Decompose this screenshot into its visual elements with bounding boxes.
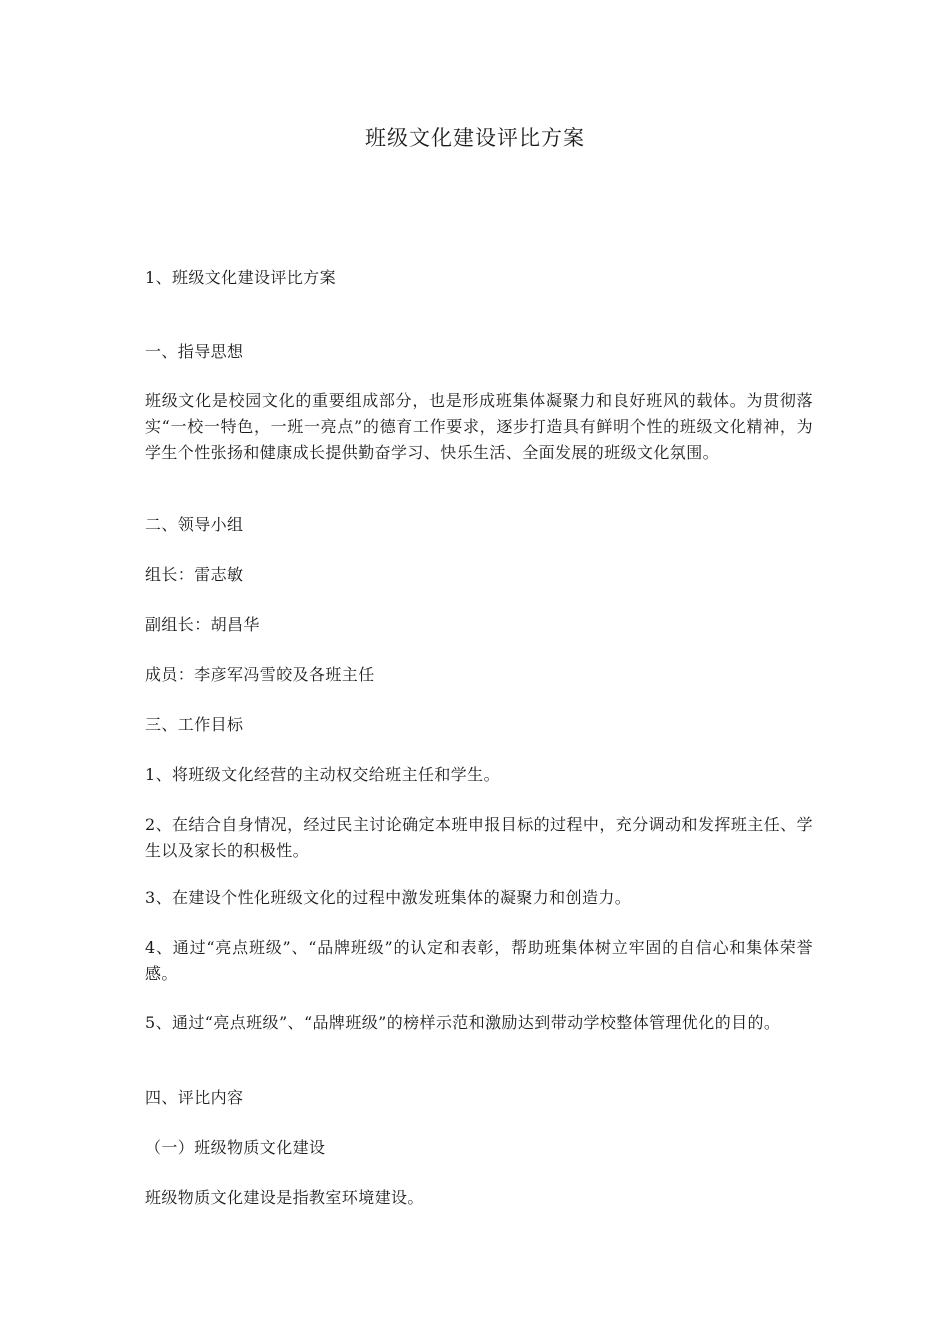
body-paragraph: 副组长：胡昌华	[145, 615, 260, 634]
section-heading: 1、班级文化建设评比方案	[145, 268, 336, 287]
section-heading: 四、评比内容	[145, 1088, 244, 1107]
section-heading: 三、工作目标	[145, 715, 244, 734]
body-paragraph: 组长：雷志敏	[145, 565, 244, 584]
section-heading: 一、指导思想	[145, 342, 244, 361]
body-paragraph: 班级物质文化建设是指教室环境建设。	[145, 1188, 424, 1207]
document-title: 班级文化建设评比方案	[365, 126, 585, 150]
list-item: 4、通过“亮点班级”、“品牌班级”的认定和表彰，帮助班集体树立牢固的自信心和集体荣誉感。	[145, 938, 813, 983]
body-paragraph: 成员：李彦军冯雪皎及各班主任	[145, 665, 375, 684]
subsection-heading: （一）班级物质文化建设	[145, 1138, 326, 1157]
list-item: 1、将班级文化经营的主动权交给班主任和学生。	[145, 765, 500, 784]
body-paragraph: 班级文化是校园文化的重要组成部分，也是形成班集体凝聚力和良好班风的载体。为贯彻落实“一校一特色，一班一亮点”的德育工作要求，逐步打造具有鲜明个性的班级文化精神，为学生个性张扬和健康成长提供勤奋学习、快乐生活、全面发展的班级文化氛围。	[145, 391, 813, 462]
list-item: 5、通过“亮点班级”、“品牌班级”的榜样示范和激励达到带动学校整体管理优化的目的。	[145, 1013, 781, 1032]
list-item: 2、在结合自身情况，经过民主讨论确定本班申报目标的过程中，充分调动和发挥班主任、学生以及家长的积极性。	[145, 815, 813, 860]
section-heading: 二、领导小组	[145, 515, 244, 534]
list-item: 3、在建设个性化班级文化的过程中激发班集体的凝聚力和创造力。	[145, 888, 632, 907]
